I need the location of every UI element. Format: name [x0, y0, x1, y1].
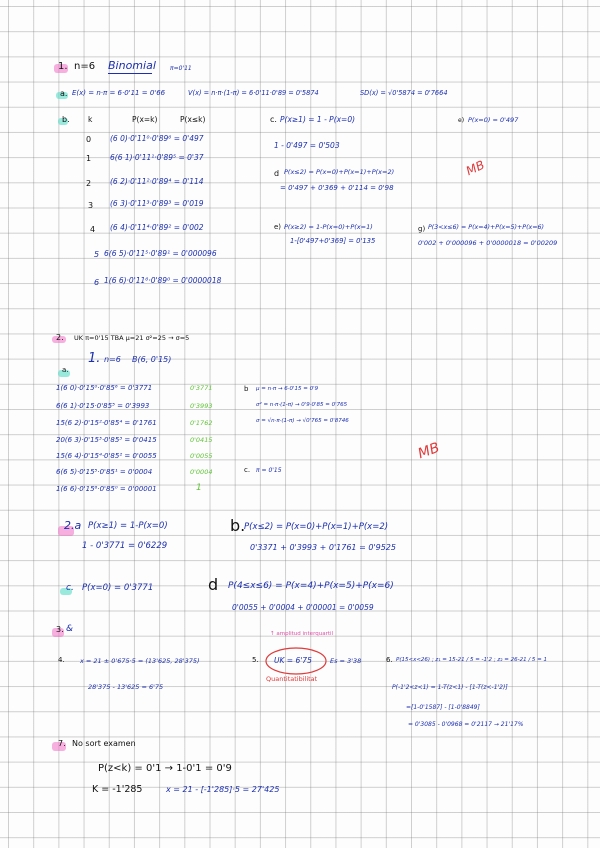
q5-number: 5. — [252, 656, 259, 664]
q1-stamp: MB — [463, 157, 487, 179]
q4-number: 4. — [58, 656, 65, 664]
q2-row-check: 0'3993 — [190, 402, 213, 410]
q1-g-result: 0'002 + 0'000096 + 0'0000018 = 0'00209 — [418, 239, 558, 247]
q2-a-label: a. — [62, 366, 69, 374]
q1-col-k: k — [88, 115, 93, 124]
q2-row-lhs: 20(6 3)·0'15³·0'85³ = 0'0415 — [56, 436, 157, 444]
q5-rest: Es = 3'38 — [330, 657, 362, 665]
q6-number: 6. — [386, 656, 393, 664]
q6-eq1: P(15<x<26) ; z₁ = 15-21 / 5 = -1'2 ; z₂ = 26-21 / 5 = 1 — [396, 657, 548, 663]
q1-a-expectation: E(x) = n·π = 6·0'11 = 0'66 — [72, 89, 166, 97]
q1-e-eq: P(x=0) = 0'497 — [468, 116, 519, 124]
q2-c-label: c. — [244, 466, 251, 474]
q2-part1-n: n=6 — [104, 355, 121, 364]
q1-e-label: e) — [458, 117, 465, 124]
q2-header: UK π=0'15 TBA μ=21 σ²=25 → σ=5 — [74, 334, 190, 342]
q2-p2d-eq: P(4≤x≤6) = P(x=4)+P(x=5)+P(x=6) — [228, 581, 394, 591]
q7-title: No sort examen — [72, 739, 136, 748]
q7-k: K = -1'285 — [92, 784, 143, 795]
q1-e2-label: e) — [274, 223, 282, 231]
q1-row-k: 6 — [94, 278, 100, 287]
q2-b-sd: σ = √n·π·(1-π) → √0'765 = 0'8746 — [256, 418, 349, 424]
q1-row-k: 4 — [90, 225, 96, 234]
q1-row-expr: (6 0)·0'11⁰·0'89⁶ = 0'497 — [110, 134, 204, 143]
q2-part1-number: 1. — [88, 351, 101, 366]
q1-col-pk: P(x=k) — [132, 115, 158, 124]
q7-number: 7. — [58, 739, 66, 748]
q1-a-sd: SD(x) = √0'5874 = 0'7664 — [360, 89, 448, 97]
q2-p2a-label: 2.a — [64, 519, 82, 532]
q1-c-label: c. — [270, 115, 277, 124]
q2-p2d-label: d — [208, 575, 219, 594]
q7-eq1: P(z<k) = 0'1 → 1-0'1 = 0'9 — [98, 763, 232, 774]
q1-g-label: g) — [418, 225, 426, 233]
q1-row-expr: 1(6 6)·0'11⁶·0'89⁰ = 0'0000018 — [104, 276, 222, 285]
q1-g-eq: P(3<x≤6) = P(x=4)+P(x=5)+P(x=6) — [428, 224, 544, 231]
q1-row-expr: 6(6 5)·0'11⁵·0'89¹ = 0'000096 — [104, 249, 217, 258]
q1-pi: π=0'11 — [170, 65, 192, 72]
q1-row-k: 1 — [86, 154, 92, 163]
q5-note-bottom: Quantitatibilitat — [266, 675, 318, 683]
q5-note-top: ↑ amplitud interquartil — [270, 631, 334, 637]
q2-p2b-result: 0'3371 + 0'3993 + 0'1761 = 0'9525 — [250, 543, 396, 552]
q1-row-k: 2 — [86, 179, 92, 188]
q2-p2b-eq: P(x≤2) = P(x=0)+P(x=1)+P(x=2) — [244, 522, 389, 532]
q2-row-lhs: 1(6 0)·0'15⁰·0'85⁶ = 0'3771 — [56, 384, 153, 392]
q1-b-label: b. — [62, 115, 70, 124]
q2-p2d-result: 0'0055 + 0'0004 + 0'00001 = 0'0059 — [232, 603, 374, 612]
q2-row-lhs: 1(6 6)·0'15⁶·0'85⁰ = 0'00001 — [56, 485, 157, 493]
q1-row-expr: 6(6 1)·0'11¹·0'89⁵ = 0'37 — [110, 153, 204, 162]
q2-p2c-eq: P(x=0) = 0'3771 — [82, 583, 154, 593]
q1-row-k: 0 — [86, 135, 92, 144]
q2-row-lhs: 6(6 5)·0'15⁵·0'85¹ = 0'0004 — [56, 468, 153, 476]
q1-a-label: a. — [60, 89, 68, 98]
q2-stamp: MB — [415, 439, 442, 463]
q2-c-value: π = 0'15 — [256, 467, 282, 474]
q2-row-check: 0'0004 — [190, 468, 213, 476]
q1-row-expr: (6 4)·0'11⁴·0'89² = 0'002 — [110, 223, 204, 232]
q5-circled: UK = 6'75 — [274, 656, 312, 665]
q2-p2c-label: c. — [66, 583, 74, 593]
q2-row-check: 0'0055 — [190, 452, 213, 460]
q1-col-pleq: P(x≤k) — [180, 115, 206, 124]
q3-symbol: & — [66, 624, 74, 634]
q1-c-result: 1 - 0'497 = 0'503 — [274, 141, 340, 150]
q7-x: x = 21 - [-1'285]·5 = 27'425 — [166, 785, 280, 794]
q1-row-expr: (6 2)·0'11²·0'89⁴ = 0'114 — [110, 177, 204, 186]
q2-b-mean: μ = n·π → 6·0'15 = 0'9 — [256, 386, 319, 392]
q1-title-underline — [108, 73, 152, 74]
q4-result: 28'375 - 13'625 = 6'75 — [88, 683, 164, 691]
q6-eq4: = 0'3085 - 0'0968 = 0'2117 → 21'17% — [408, 721, 524, 728]
q4-eq: x = 21 ± 0'675·5 = (13'625, 28'375) — [80, 657, 200, 665]
q2-p2b-label: b. — [230, 516, 246, 535]
q6-eq3: =[1-0'1587] - [1-0'8849] — [406, 704, 480, 711]
q2-row-check: 1 — [196, 483, 202, 493]
q1-row-k: 3 — [88, 201, 94, 210]
q3-number: 3. — [56, 625, 64, 634]
q1-d-label: d — [274, 169, 280, 178]
q2-row-check: 0'1762 — [190, 419, 213, 427]
q2-b-variance: σ² = n·π·(1-π) → 0'9·0'85 = 0'765 — [256, 402, 348, 408]
q1-e2-result: 1-[0'497+0'369] = 0'135 — [290, 237, 376, 245]
q2-part1-b: B(6, 0'15) — [132, 355, 172, 364]
q1-n: n=6 — [74, 61, 96, 72]
q6-eq2: P(-1'2<z<1) = 1-T(z<1) - [1-T(z<-1'2)] — [392, 684, 508, 691]
q2-row-lhs: 6(6 1)·0'15·0'85⁵ = 0'3993 — [56, 402, 150, 410]
q2-p2a-eq: P(x≥1) = 1-P(x=0) — [88, 521, 168, 531]
q1-c-eq: P(x≥1) = 1 - P(x=0) — [280, 115, 356, 124]
q2-number: 2. — [56, 333, 64, 342]
q1-title: Binomial — [108, 59, 156, 72]
q2-row-lhs: 15(6 2)·0'15²·0'85⁴ = 0'1761 — [56, 419, 157, 427]
q1-d-eq: P(x≤2) = P(x=0)+P(x=1)+P(x=2) — [284, 168, 395, 176]
q1-row-k: 5 — [94, 250, 100, 259]
q2-b-label: b — [244, 385, 249, 393]
q1-e2-eq: P(x≥2) = 1-P(x=0)+P(x=1) — [284, 223, 373, 231]
q1-row-expr: (6 3)·0'11³·0'89³ = 0'019 — [110, 199, 204, 208]
q2-row-check: 0'0415 — [190, 436, 213, 444]
q1-d-result: = 0'497 + 0'369 + 0'114 = 0'98 — [280, 184, 394, 192]
q2-p2a-result: 1 - 0'3771 = 0'6229 — [82, 541, 168, 551]
q2-row-check: 0'3771 — [190, 384, 213, 392]
q2-row-lhs: 15(6 4)·0'15⁴·0'85² = 0'0055 — [56, 452, 157, 460]
q1-a-variance: V(x) = n·π·(1-π) = 6·0'11·0'89 = 0'5874 — [188, 89, 319, 97]
q1-number: 1. — [58, 61, 68, 72]
